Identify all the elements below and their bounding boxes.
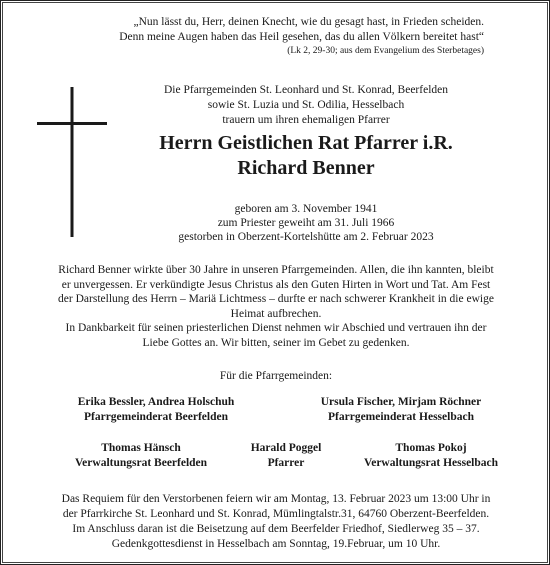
parishes-line-1: Die Pfarrgemeinden St. Leonhard und St. Konrad, Beerfelden bbox=[163, 84, 448, 96]
signatory bbox=[231, 441, 341, 471]
requiem-line: der Pfarrkirche St. Leonhard und St. Konrad, Mümlingtalstr.31, 64760 Oberzent-Beerfelden. bbox=[62, 508, 490, 520]
signatory bbox=[41, 441, 241, 471]
requiem-line: Im Anschluss daran ist die Beisetzung auf dem Beerfelder Friedhof, Siedlerweg 35 – 37. bbox=[72, 523, 480, 535]
signatory bbox=[291, 395, 511, 425]
signatory-role: Pfarrer bbox=[267, 457, 305, 469]
deceased-name bbox=[111, 131, 501, 181]
eulogy-line: Richard Benner wirkte über 30 Jahre in unseren Pfarrgemeinden. Allen, die ihn kannten, bleibt bbox=[58, 264, 494, 276]
mourning-parishes bbox=[141, 83, 471, 128]
birth-date: geboren am 3. November 1941 bbox=[234, 203, 378, 215]
quote-line-2: Denn meine Augen haben das Heil gesehen, das du allen Völkern bereitet hast“ bbox=[119, 31, 484, 43]
latin-cross-icon bbox=[37, 87, 107, 237]
quote-source: (Lk 2, 29-30; aus dem Evangelium des Sterbetages) bbox=[287, 46, 484, 56]
deceased-full-name: Richard Benner bbox=[237, 157, 375, 179]
requiem-line: Das Requiem für den Verstorbenen feiern wir am Montag, 13. Februar 2023 um 13:00 Uhr in bbox=[61, 493, 491, 505]
requiem-info bbox=[25, 492, 527, 552]
eulogy-line: In Dankbarkeit für seinen priesterlichen Dienst nehmen wir Abschied und vertrauen ihn der bbox=[65, 322, 487, 334]
signatory-role: Verwaltungsrat Hesselbach bbox=[363, 457, 499, 469]
signatory-name: Erika Bessler, Andrea Holschuh bbox=[77, 396, 235, 408]
signatory-name: Ursula Fischer, Mirjam Röchner bbox=[320, 396, 482, 408]
parishes-line-3: trauern um ihren ehemaligen Pfarrer bbox=[222, 114, 390, 126]
parishes-line-2: sowie St. Luzia und St. Odilia, Hesselbach bbox=[207, 99, 405, 111]
requiem-line: Gedenkgottesdienst in Hesselbach am Sonntag, 19.Februar, um 10 Uhr. bbox=[111, 538, 441, 550]
quote-line-1: „Nun lässt du, Herr, deinen Knecht, wie du gesagt hast, in Frieden scheiden. bbox=[133, 16, 484, 28]
death-date: gestorben in Oberzent-Kortelshütte am 2. Februar 2023 bbox=[178, 231, 434, 243]
signatory bbox=[331, 441, 531, 471]
deceased-title: Herrn Geistlichen Rat Pfarrer i.R. bbox=[159, 132, 453, 154]
eulogy-line: er unvergessen. Er verkündigte Jesus Christus als den Guten Hirten in Wort und Tat. Am Fest bbox=[61, 278, 491, 291]
ordination-date: zum Priester geweiht am 31. Juli 1966 bbox=[217, 217, 395, 229]
signatory-name: Harald Poggel bbox=[250, 442, 322, 454]
signatory-role: Pfarrgemeinderat Hesselbach bbox=[328, 411, 474, 423]
life-dates bbox=[141, 202, 471, 244]
signatory-role: Pfarrgemeinderat Beerfelden bbox=[83, 411, 228, 423]
eulogy-line: Heimat aufbrechen. bbox=[230, 307, 322, 320]
bible-quote bbox=[54, 15, 484, 58]
eulogy-line: Liebe Gottes an. Wir bitten, seiner im Gebet zu gedenken. bbox=[142, 336, 410, 349]
for-parishes-label: Für die Pfarrgemeinden: bbox=[219, 370, 333, 382]
signatory bbox=[46, 395, 266, 425]
signatory-name: Thomas Pokoj bbox=[395, 442, 467, 454]
signatory-name: Thomas Hänsch bbox=[101, 442, 181, 454]
signatory-role: Verwaltungsrat Beerfelden bbox=[74, 457, 208, 469]
eulogy-line: der Darstellung des Herrn – Mariä Lichtmess – durfte er nach schwerer Krankheit in die ewige bbox=[58, 293, 494, 305]
eulogy-text bbox=[25, 263, 527, 350]
